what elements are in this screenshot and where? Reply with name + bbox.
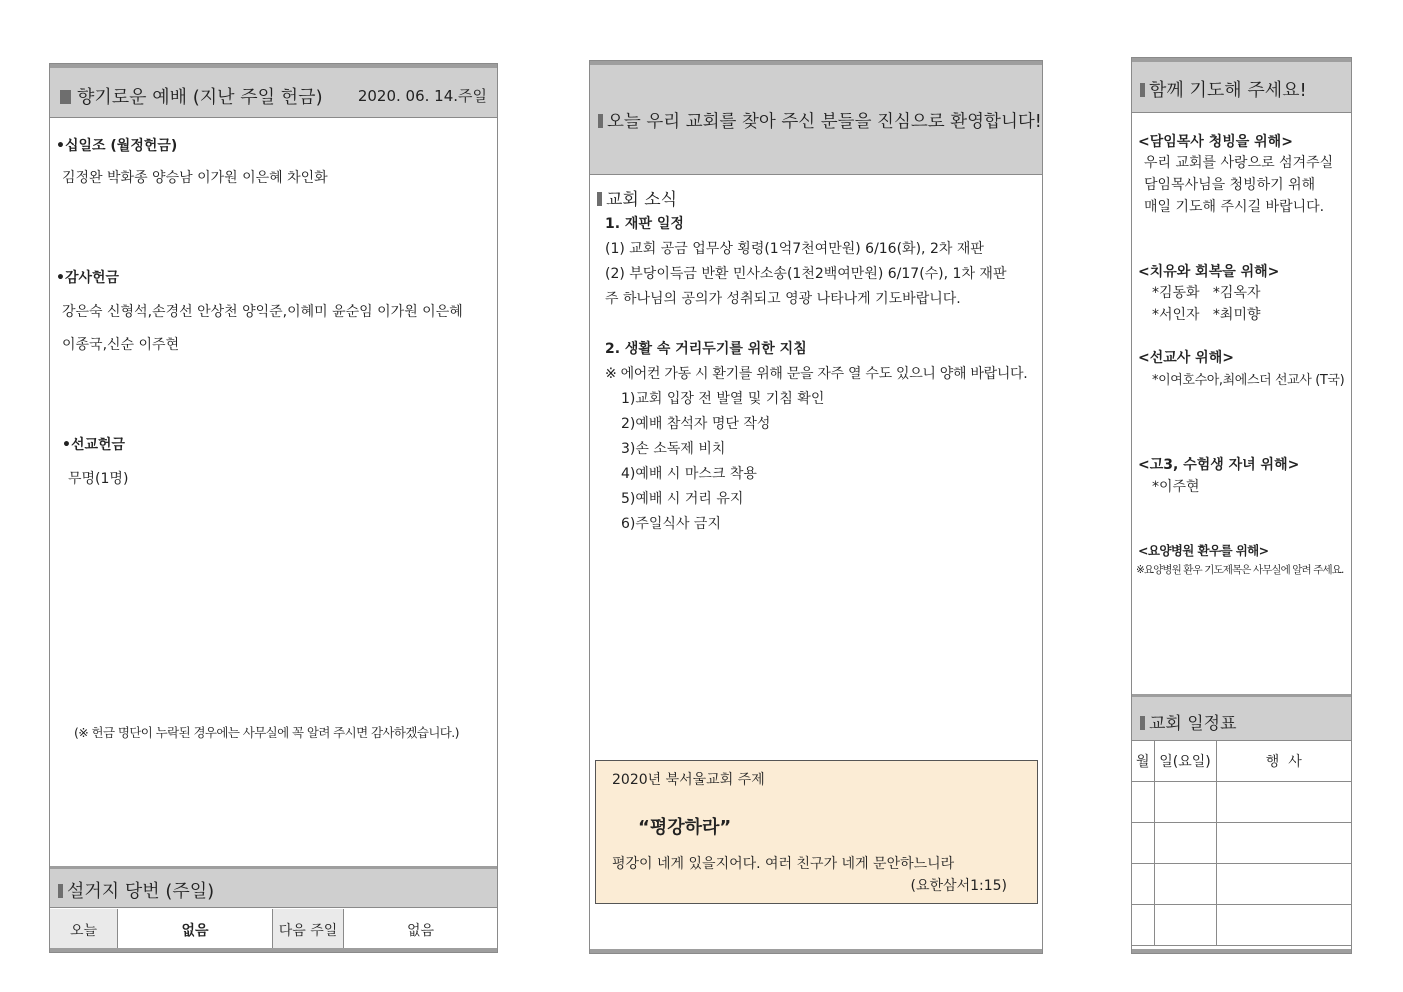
schedule-title: 교회 일정표 (1140, 709, 1237, 734)
prayer-s3-heading: <선교사 위해> (1138, 350, 1234, 366)
news-title: 교회 소식 (597, 185, 677, 210)
theme-verse-reference: (요한삼서1:15) (910, 878, 1007, 894)
dishwash-table (50, 909, 497, 950)
thanks-names-line2: 이종국,신순 이주현 (62, 337, 180, 353)
dishwash-today-label: 오늘 (50, 909, 118, 950)
rule-item: 6)주일식사 금지 (621, 516, 721, 532)
offering-panel (49, 63, 498, 953)
prayer-s5-line1: ※요양병원 환우 기도제목은 사무실에 알려 주세요. (1136, 564, 1344, 576)
dishwash-next-value: 없음 (406, 922, 435, 939)
dishwash-header (50, 866, 497, 908)
panel-bottom-rule (1132, 949, 1351, 953)
schedule-col-day: 일(요일) (1154, 741, 1216, 782)
schedule-header-row (1132, 741, 1351, 782)
theme-box (595, 760, 1038, 904)
prayer-s4-heading: <고3, 수험생 자녀 위해> (1138, 457, 1300, 473)
square-bullet-icon (1140, 716, 1145, 730)
square-bullet-icon (58, 884, 63, 898)
dishwash-next-label: 다음 주일 (273, 909, 344, 950)
news-item1-line1: (1) 교회 공금 업무상 횡령(1억7천여만원) 6/16(화), 2차 재판 (605, 241, 984, 257)
panel-bottom-rule (50, 948, 497, 952)
rule-item: 3)손 소독제 비치 (621, 441, 726, 457)
prayer-s1-line1: 우리 교회를 사랑으로 섬겨주실 (1144, 155, 1334, 171)
prayer-s4-line1: *이주현 (1152, 479, 1200, 495)
tithe-names: 김정완 박화종 양승남 이가원 이은혜 차인화 (62, 170, 328, 186)
prayer-panel (1131, 57, 1352, 954)
prayer-s2-heading: <치유와 회복을 위해> (1138, 264, 1280, 280)
table-row (1132, 864, 1351, 905)
schedule-header (1132, 694, 1351, 741)
prayer-s2-line1: *김동화 *김옥자 (1152, 285, 1261, 301)
rule-item: 4)예배 시 마스크 착용 (621, 466, 757, 482)
welcome-title: 오늘 우리 교회를 찾아 주신 분들을 진심으로 환영합니다! (598, 108, 1042, 133)
welcome-header (590, 65, 1042, 175)
square-bullet-icon (1140, 83, 1145, 97)
tithe-heading: •십일조 (월정헌금) (56, 138, 178, 154)
schedule-col-month: 월 (1132, 741, 1154, 782)
theme-verse: 평강이 네게 있을지어다. 여러 친구가 네게 문안하느니라 (612, 856, 955, 872)
prayer-title: 함께 기도해 주세요! (1140, 76, 1307, 102)
rule-item: 2)예배 참석자 명단 작성 (621, 416, 771, 432)
square-bullet-icon (597, 192, 602, 206)
rule-item: 5)예배 시 거리 유지 (621, 491, 744, 507)
offering-date: 2020. 06. 14.주일 (357, 87, 487, 105)
prayer-s2-line2: *서인자 *최미향 (1152, 307, 1261, 323)
news-item2-note: ※ 에어컨 가동 시 환기를 위해 문을 자주 열 수도 있으니 양해 바랍니다. (605, 366, 1028, 382)
news-item1-title: 1. 재판 일정 (605, 216, 684, 232)
dishwash-today-value: 없음 (118, 909, 273, 950)
theme-motto: “평강하라” (638, 817, 732, 838)
rule-item: 1)교회 입장 전 발열 및 기침 확인 (621, 391, 825, 407)
schedule-table (1132, 741, 1351, 946)
theme-heading: 2020년 북서울교회 주제 (612, 772, 765, 788)
dishwash-title: 설거지 당번 (주일) (58, 877, 214, 903)
prayer-header (1132, 62, 1351, 113)
thanks-names-line1: 강은숙 신형석,손경선 안상천 양익준,이혜미 윤순임 이가원 이은혜 (62, 304, 463, 320)
mission-names: 무명(1명) (68, 471, 129, 487)
news-item1-line2: (2) 부당이득금 반환 민사소송(1천2백여만원) 6/17(수), 1차 재판 (605, 266, 1007, 282)
schedule-col-event: 행 사 (1216, 741, 1351, 782)
news-item2-title: 2. 생활 속 거리두기를 위한 지침 (605, 341, 807, 357)
prayer-s1-heading: <담임목사 청빙을 위해> (1138, 134, 1293, 150)
prayer-s1-line3: 매일 기도해 주시길 바랍니다. (1144, 199, 1325, 215)
square-bullet-icon (60, 90, 71, 104)
square-bullet-icon (598, 114, 603, 128)
table-row (1132, 782, 1351, 823)
panel-bottom-rule (590, 949, 1042, 953)
offering-title: 향기로운 예배 (지난 주일 헌금) (60, 83, 323, 109)
news-panel (589, 60, 1043, 954)
prayer-s3-line1: *이여호수아,최에스더 선교사 (T국) (1152, 373, 1345, 388)
offering-notice: (※ 헌금 명단이 누락된 경우에는 사무실에 꼭 알려 주시면 감사하겠습니다.) (74, 725, 459, 740)
thanks-heading: •감사헌금 (56, 270, 120, 286)
mission-heading: •선교헌금 (62, 437, 126, 453)
table-row (1132, 823, 1351, 864)
news-item1-line3: 주 하나님의 공의가 성취되고 영광 나타나게 기도바랍니다. (605, 291, 961, 307)
prayer-s1-line2: 담임목사님을 청빙하기 위해 (1144, 177, 1316, 193)
table-row (1132, 905, 1351, 946)
offering-header (50, 68, 497, 118)
prayer-s5-heading: <요양병원 환우를 위해> (1138, 543, 1269, 558)
